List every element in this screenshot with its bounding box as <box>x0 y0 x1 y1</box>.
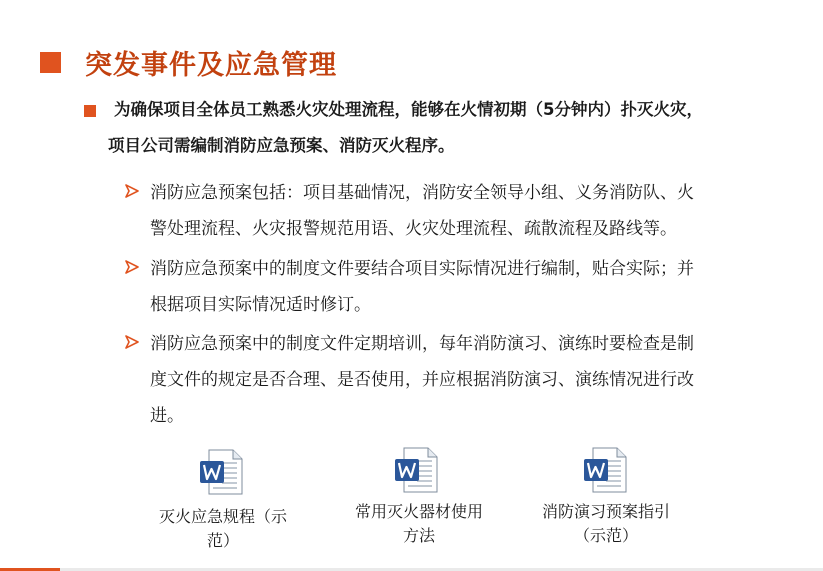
arrow-bullet-icon <box>124 334 140 350</box>
sub-point-line: 根据项目实际情况适时修订。 <box>150 295 371 315</box>
word-document-icon[interactable] <box>394 447 438 493</box>
sub-point-line: 消防应急预案中的制度文件定期培训，每年消防演习、演练时要检查是制 <box>150 334 694 354</box>
file-label <box>150 505 296 553</box>
file-label-line: 方法 <box>402 526 435 545</box>
word-document-icon[interactable] <box>199 449 243 495</box>
file-label-line: 常用灭火器材使用 <box>354 502 483 521</box>
sub-point-line: 消防应急预案中的制度文件要结合项目实际情况进行编制，贴合实际；并 <box>150 259 694 279</box>
slide-title: 突发事件及应急管理 <box>85 49 337 81</box>
file-label-line: 灭火应急规程（示 <box>158 507 287 526</box>
sub-point-text <box>150 326 780 434</box>
slide-title-row <box>40 42 337 82</box>
intro-bullet-square <box>84 105 96 117</box>
sub-point-text <box>150 251 780 323</box>
sub-point-line: 度文件的规定是否合理、是否使用，并应根据消防演习、演练情况进行改 <box>150 370 694 390</box>
arrow-bullet-icon <box>124 183 140 199</box>
sub-point-line: 警处理流程、火灾报警规范用语、火灾处理流程、疏散流程及路线等。 <box>150 219 677 239</box>
file-label-line: 范） <box>206 531 239 550</box>
sub-point-text <box>150 175 780 247</box>
intro-line-1: 为确保项目全体员工熟悉火灾处理流程，能够在火情初期（5分钟内）扑灭火灾， <box>114 100 703 119</box>
file-label-line: 消防演习预案指引 <box>541 502 670 521</box>
arrow-bullet-icon <box>124 259 140 275</box>
file-label <box>344 500 494 548</box>
title-bullet-square <box>40 52 61 73</box>
sub-point-line: 消防应急预案包括：项目基础情况，消防安全领导小组、义务消防队、火 <box>150 183 694 203</box>
sub-point-line: 进。 <box>150 406 184 426</box>
file-label <box>530 500 682 548</box>
intro-line-2: 项目公司需编制消防应急预案、消防灭火程序。 <box>108 136 455 155</box>
file-label-line: （示范） <box>573 526 638 545</box>
word-document-icon[interactable] <box>583 447 627 493</box>
